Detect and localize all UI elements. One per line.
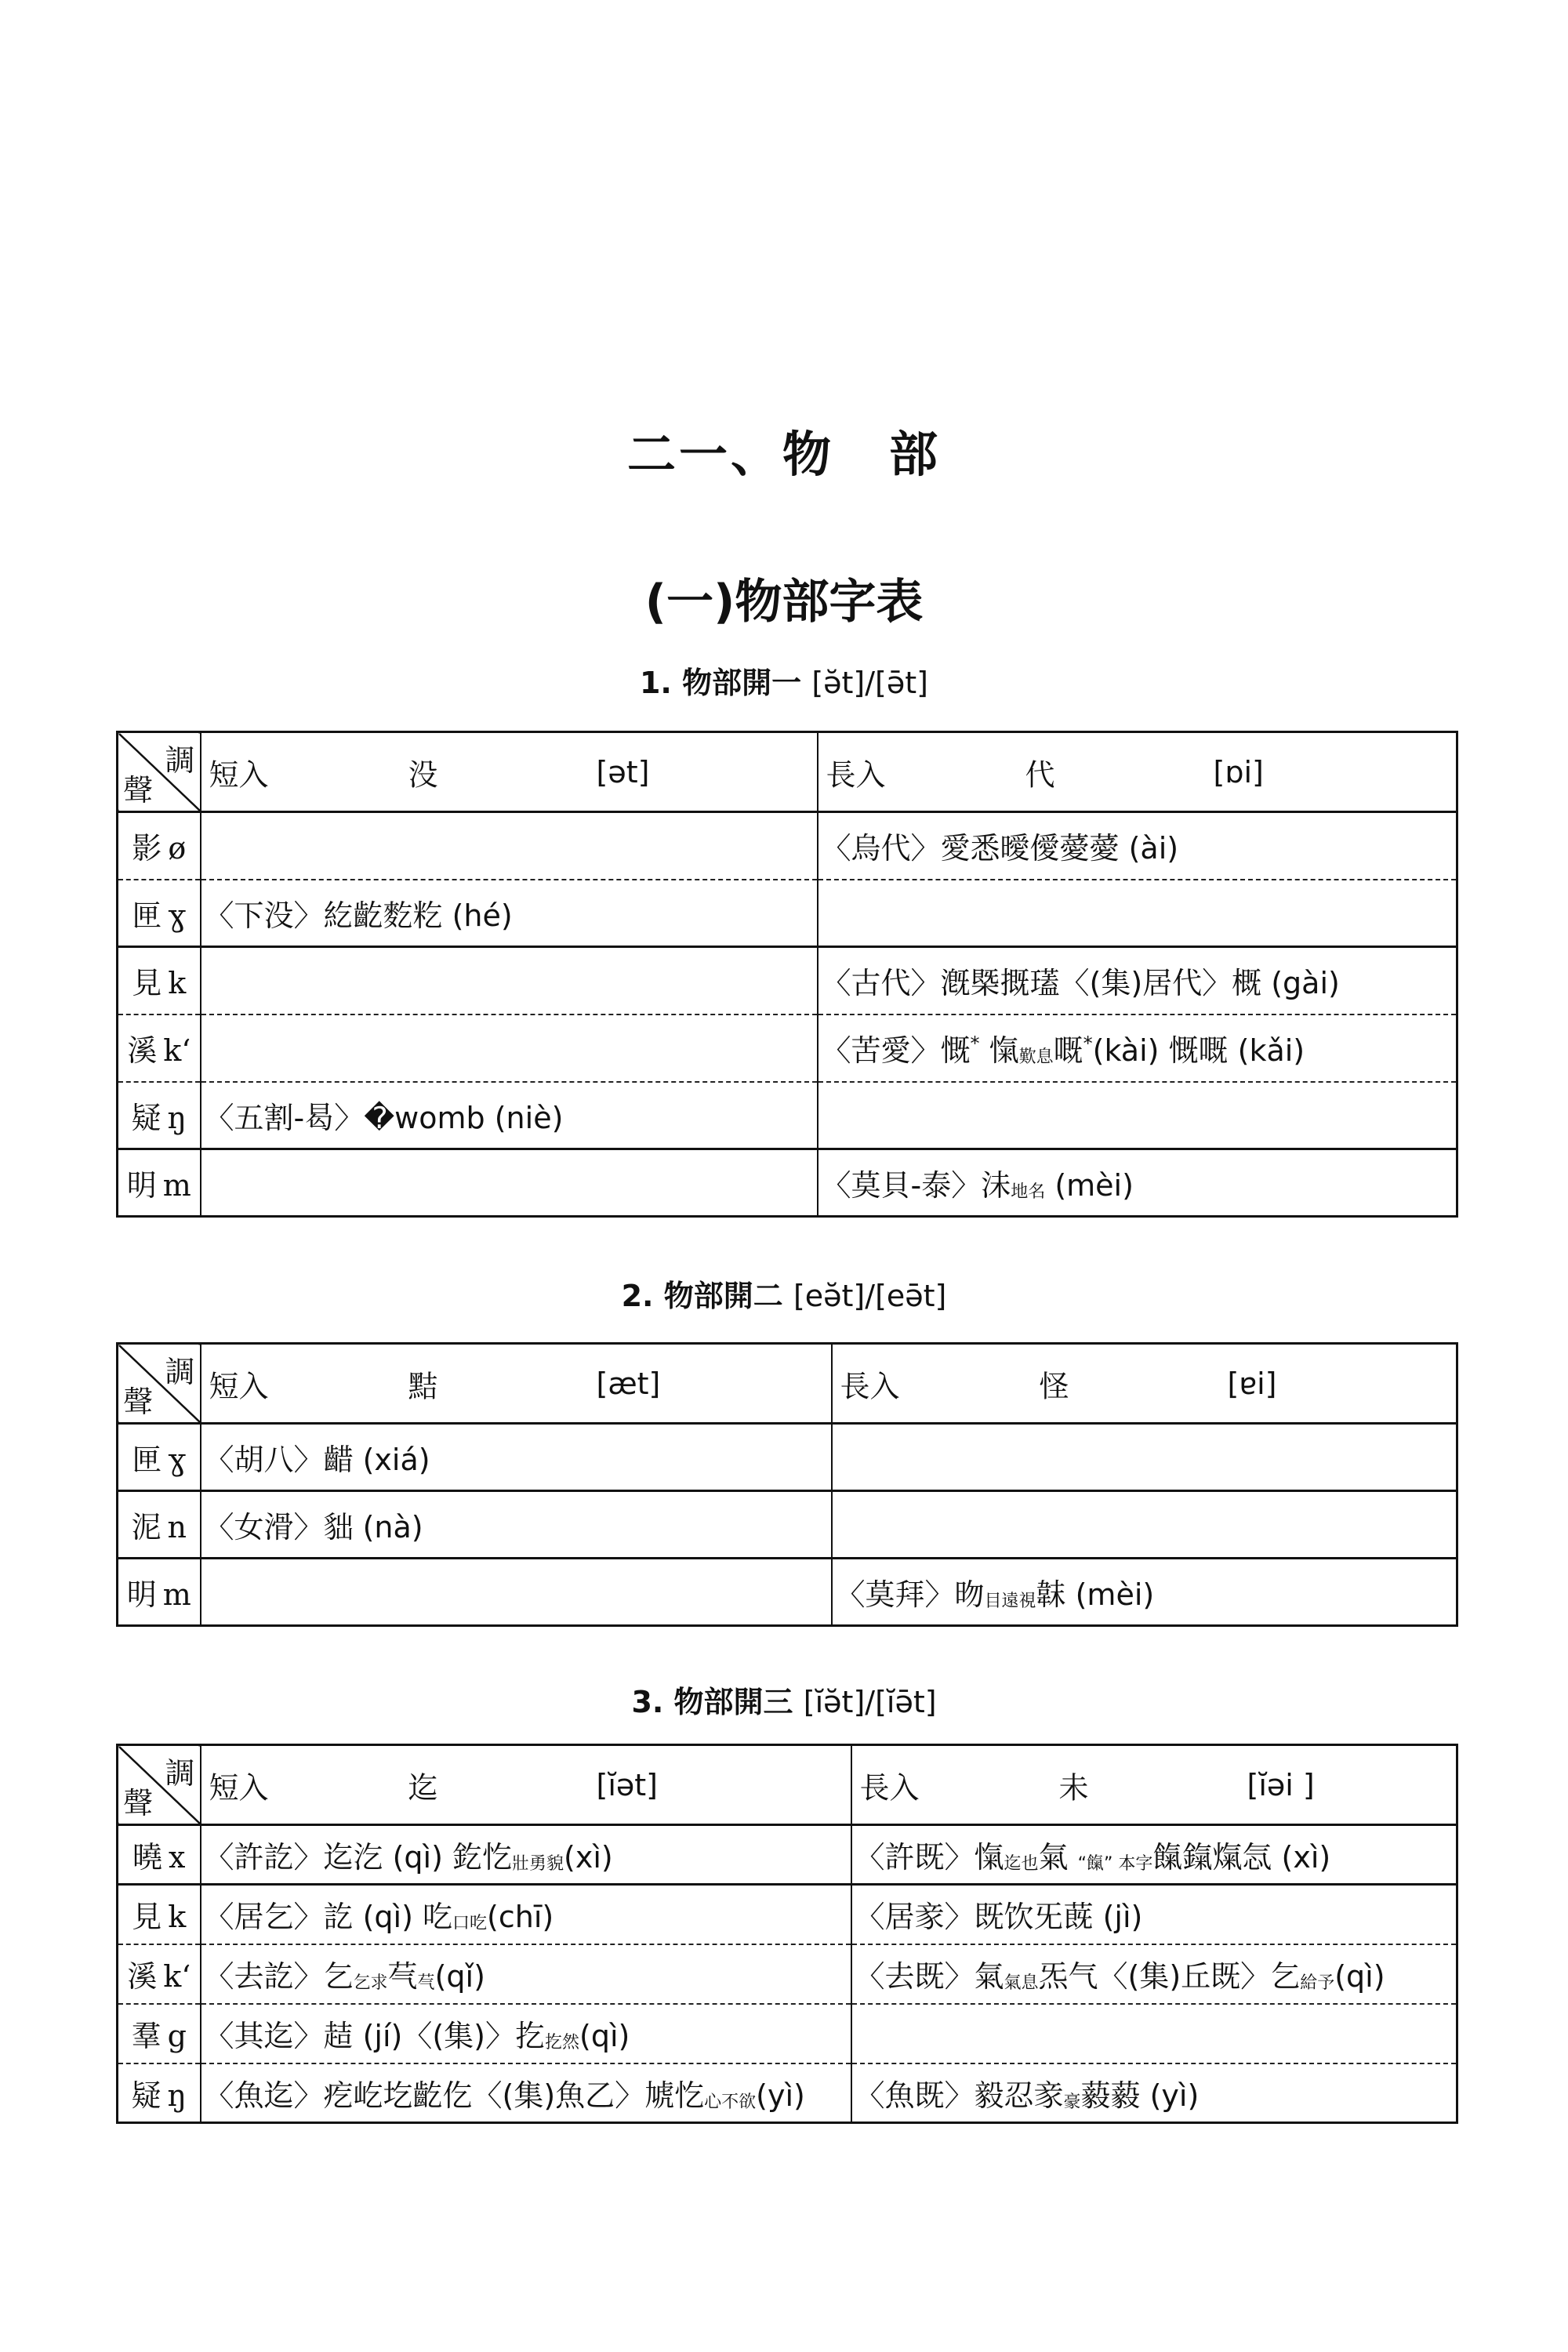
long-entering-cell — [832, 1491, 1457, 1559]
tone-kind: 長入 — [826, 757, 886, 792]
gloss-annotation: “餼” 本字 — [1077, 1854, 1153, 1874]
table-row — [118, 1424, 1457, 1491]
header-row — [118, 1344, 1457, 1424]
tone-kind: 短入 — [209, 1369, 269, 1403]
long-entering-cell — [851, 2004, 1457, 2063]
corner-cell — [118, 1745, 201, 1825]
initial-char: 溪 — [127, 1959, 158, 1994]
initial-symbol: m — [162, 1577, 191, 1612]
initial-cell — [118, 1082, 201, 1149]
initial-symbol: g — [167, 2019, 187, 2053]
initial-char: 疑 — [131, 1100, 162, 1135]
table-row — [118, 2004, 1457, 2063]
table-title-1 — [0, 659, 1568, 702]
corner-cell — [118, 732, 201, 812]
gloss-annotation: 口吃 — [452, 1914, 488, 1934]
initial-char: 疑 — [131, 2078, 162, 2113]
initial-symbol: k‘ — [163, 1033, 191, 1068]
gloss-annotation: 芞 — [417, 1973, 435, 1993]
long-entering-cell: 〈居豙〉既饮旡蔇 (jì) — [851, 1885, 1457, 1944]
initial-cell — [118, 812, 201, 880]
ipa-value: [ĭəi ] — [1247, 1767, 1315, 1802]
gloss-annotation: 地名 — [1011, 1182, 1046, 1202]
initial-cell — [118, 2004, 201, 2063]
initial-char: 匣 — [132, 1443, 162, 1477]
gloss-annotation: 心不欲 — [704, 2092, 757, 2112]
table-title-2 — [0, 1272, 1568, 1315]
initial-symbol: ø — [168, 831, 187, 866]
initial-symbol: k‘ — [163, 1959, 191, 1994]
short-entering-cell — [201, 1149, 818, 1217]
table-row — [118, 1491, 1457, 1559]
short-entering-header — [201, 1344, 832, 1424]
ipa-value: [ɐi] — [1227, 1366, 1277, 1401]
initial-cell — [118, 1014, 201, 1082]
table-row — [118, 1559, 1457, 1626]
tone-label: 調 — [165, 1355, 195, 1389]
gloss-annotation: 豪 — [1063, 2092, 1081, 2112]
long-entering-header — [818, 732, 1457, 812]
long-entering-cell: 〈烏代〉愛悉曖僾薆薆 (ài) — [818, 812, 1457, 880]
initial-symbol: x — [169, 1840, 186, 1875]
initial-char: 曉 — [132, 1840, 163, 1875]
table-row — [118, 812, 1457, 880]
short-entering-cell: 〈五割-曷〉�womb (niè) — [201, 1082, 818, 1149]
initial-cell — [118, 1825, 201, 1885]
initial-char: 明 — [126, 1577, 157, 1612]
initial-symbol: ɣ — [168, 1443, 187, 1477]
gloss-annotation: 給予 — [1300, 1973, 1335, 1993]
rime-table-1 — [116, 731, 1458, 1218]
initial-symbol: ŋ — [167, 2078, 187, 2113]
short-entering-header — [201, 732, 818, 812]
initial-char: 見 — [132, 966, 162, 1001]
long-entering-header — [851, 1745, 1457, 1825]
representative-char: 迄 — [408, 1770, 438, 1805]
initial-symbol: ŋ — [167, 1100, 187, 1135]
short-entering-cell: 〈其迄〉趌 (jí)〈(集)〉扢扢然(qì) — [201, 2004, 851, 2063]
initial-label: 聲 — [123, 1786, 154, 1820]
short-entering-cell — [201, 1559, 832, 1626]
representative-char: 未 — [1058, 1770, 1089, 1805]
short-entering-cell: 〈去訖〉乞乞求芞芞(qǐ) — [201, 1944, 851, 2004]
tone-kind: 長入 — [859, 1770, 920, 1805]
initial-symbol: m — [162, 1168, 191, 1203]
ipa-value: [æt] — [596, 1366, 661, 1401]
initial-cell — [118, 947, 201, 1014]
gloss-annotation: 乞求 — [353, 1973, 388, 1993]
initial-char: 明 — [126, 1168, 157, 1203]
short-entering-cell: 〈胡八〉齰 (xiá) — [201, 1424, 832, 1491]
long-entering-cell: 〈古代〉漑槩摡瓂〈(集)居代〉概 (gài) — [818, 947, 1457, 1014]
table-row — [118, 2063, 1457, 2123]
table-row — [118, 1014, 1457, 1082]
long-entering-header — [832, 1344, 1457, 1424]
initial-char: 影 — [132, 831, 162, 866]
initial-cell — [118, 1944, 201, 2004]
table-title-text: 3. 物部開三 — [631, 1685, 793, 1719]
short-entering-header — [201, 1745, 851, 1825]
gloss-annotation: 目遠視 — [984, 1592, 1036, 1611]
initial-cell — [118, 2063, 201, 2123]
table-row — [118, 1149, 1457, 1217]
asterisk-mark: * — [1083, 1033, 1093, 1054]
header-row — [118, 732, 1457, 812]
gloss-annotation: 扢然 — [545, 2033, 580, 2053]
table-title-3 — [0, 1678, 1568, 1721]
representative-char: 怪 — [1039, 1369, 1069, 1403]
initial-char: 羣 — [131, 2019, 162, 2053]
table-row — [118, 1825, 1457, 1885]
representative-char: 黠 — [408, 1369, 438, 1403]
gloss-annotation: 迄也 — [1004, 1854, 1039, 1874]
initial-symbol: k — [168, 966, 187, 1001]
corner-cell — [118, 1344, 201, 1424]
initial-char: 泥 — [131, 1510, 162, 1544]
tone-label: 調 — [165, 1756, 195, 1791]
table-title-ipa: [ĭə̆t]/[ĭə̄t] — [803, 1685, 937, 1719]
tone-kind: 短入 — [209, 757, 269, 792]
initial-symbol: ɣ — [168, 898, 187, 933]
initial-char: 溪 — [127, 1033, 158, 1068]
short-entering-cell: 〈下没〉紇齕麧籺 (hé) — [201, 880, 818, 947]
long-entering-cell: 〈莫拜〉昒目遠視韎 (mèi) — [832, 1559, 1457, 1626]
long-entering-cell: 〈莫貝-泰〉沬地名 (mèi) — [818, 1149, 1457, 1217]
asterisk-mark: * — [970, 1033, 980, 1054]
ipa-value: [ət] — [596, 754, 650, 789]
rime-table-2 — [116, 1342, 1458, 1627]
table-row — [118, 1082, 1457, 1149]
short-entering-cell — [201, 812, 818, 880]
table-row — [118, 1885, 1457, 1944]
long-entering-cell: 〈許既〉愾迄也氣 “餼” 本字餼鎎熂忥 (xì) — [851, 1825, 1457, 1885]
table-title-ipa: [ə̆t]/[ə̄t] — [811, 666, 928, 700]
ipa-value: [ɒi] — [1213, 754, 1264, 789]
rime-table-3 — [116, 1744, 1458, 2124]
ipa-value: [ĭət] — [596, 1767, 658, 1802]
table-row — [118, 947, 1457, 1014]
long-entering-cell — [818, 880, 1457, 947]
gloss-annotation: 壯勇貌 — [512, 1854, 564, 1874]
initial-label: 聲 — [123, 773, 154, 808]
initial-cell — [118, 1149, 201, 1217]
chapter-title-part-2: 部 — [889, 426, 942, 483]
initial-cell — [118, 1885, 201, 1944]
initial-symbol: k — [168, 1900, 187, 1935]
table-title-text: 1. 物部開一 — [639, 666, 802, 700]
initial-char: 見 — [132, 1900, 162, 1935]
representative-char: 代 — [1025, 757, 1055, 792]
short-entering-cell: 〈女滑〉貀 (nà) — [201, 1491, 832, 1559]
initial-cell — [118, 1491, 201, 1559]
short-entering-cell: 〈居乞〉訖 (qì) 吃口吃(chī) — [201, 1885, 851, 1944]
chapter-title-part-1: 二一、物 — [626, 426, 834, 483]
long-entering-cell: 〈去既〉氣氣息炁气〈(集)丘既〉乞給予(qì) — [851, 1944, 1457, 2004]
initial-symbol: n — [167, 1510, 187, 1544]
header-row — [118, 1745, 1457, 1825]
initial-label: 聲 — [123, 1385, 154, 1419]
long-entering-cell: 〈苦愛〉慨* 愾歎息嘅*(kài) 慨嘅 (kǎi) — [818, 1014, 1457, 1082]
tone-kind: 短入 — [209, 1770, 269, 1805]
gloss-annotation: 歎息 — [1018, 1047, 1054, 1067]
short-entering-cell — [201, 1014, 818, 1082]
section-title: (一)物部字表 — [644, 575, 924, 630]
table-title-ipa: [eə̆t]/[eə̄t] — [793, 1279, 947, 1313]
short-entering-cell: 〈魚迄〉疙屹圪齕仡〈(集)魚乙〉虓忔心不欲(yì) — [201, 2063, 851, 2123]
representative-char: 没 — [408, 757, 438, 792]
short-entering-cell — [201, 947, 818, 1014]
long-entering-cell — [818, 1082, 1457, 1149]
initial-cell — [118, 1424, 201, 1491]
initial-char: 匣 — [132, 898, 162, 933]
short-entering-cell: 〈許訖〉迄汔 (qì) 釳忔壯勇貌(xì) — [201, 1825, 851, 1885]
long-entering-cell: 〈魚既〉毅忍豙豪藙藙 (yì) — [851, 2063, 1457, 2123]
tone-label: 調 — [165, 743, 195, 778]
table-row — [118, 880, 1457, 947]
initial-cell — [118, 1559, 201, 1626]
table-row — [118, 1944, 1457, 2004]
gloss-annotation: 氣息 — [1004, 1973, 1039, 1993]
table-title-text: 2. 物部開二 — [621, 1279, 783, 1313]
chapter-title — [0, 416, 1568, 485]
tone-kind: 長入 — [840, 1369, 900, 1403]
long-entering-cell — [832, 1424, 1457, 1491]
initial-cell — [118, 880, 201, 947]
